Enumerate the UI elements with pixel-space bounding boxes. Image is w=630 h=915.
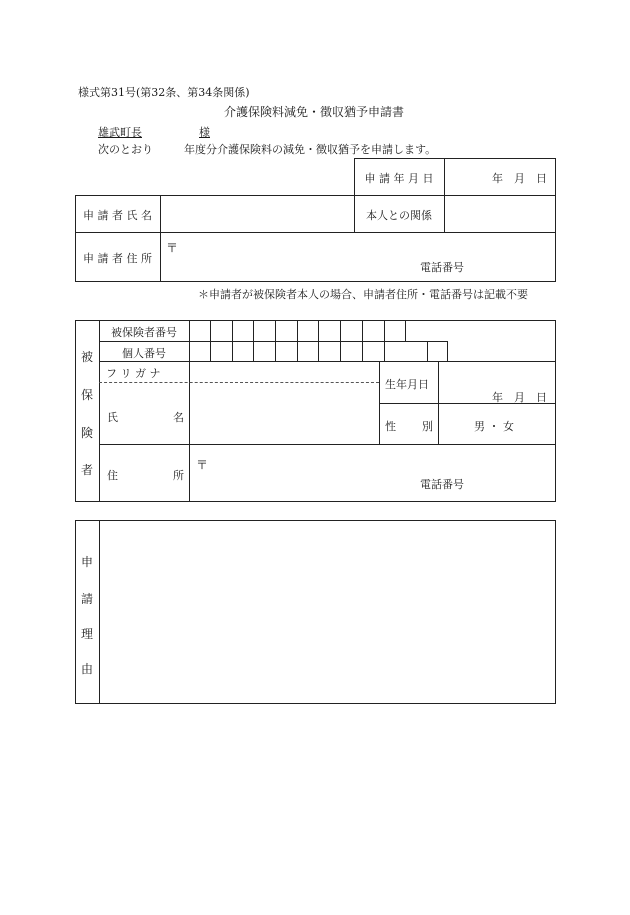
furigana-field[interactable] (191, 363, 377, 381)
birth-date-field[interactable]: 年 月 日 (492, 391, 547, 404)
personal-number-field[interactable] (191, 343, 447, 360)
insured-phone-label: 電話番号 (420, 478, 464, 491)
sex-option-field[interactable]: 男 ・ 女 (474, 420, 514, 433)
insured-name-label-1: 氏 (107, 411, 118, 424)
insured-name-label-2: 名 (173, 411, 184, 424)
relation-label: 本人との関係 (366, 209, 432, 222)
reason-side-char-3: 理 (81, 627, 94, 641)
insured-side-char-2: 保 (81, 388, 94, 402)
insured-address-field[interactable] (191, 446, 554, 500)
insured-address-label-1: 住 (107, 469, 118, 482)
intro-text-b: 年度分介護保険料の減免・徴収猶予を申請します。 (184, 143, 437, 156)
birth-date-label: 生年月日 (385, 378, 429, 391)
insured-postal-mark: 〒 (196, 458, 209, 472)
sex-label-1: 性 (385, 420, 396, 433)
intro-text-a: 次のとおり (98, 143, 153, 156)
applicant-note: ＊申請者が被保険者本人の場合、申請者住所・電話番号は記載不要 (198, 288, 528, 301)
relation-field[interactable] (446, 197, 554, 231)
form-number: 様式第31号(第32条、第34条関係) (78, 86, 250, 99)
applicant-name-label: 申 請 者 氏 名 (83, 209, 152, 222)
addressee-honorific: 様 (199, 126, 210, 139)
insured-side-char-3: 険 (81, 426, 94, 440)
reason-side-char-2: 請 (81, 592, 94, 606)
reason-side-char-1: 申 (81, 555, 94, 569)
insured-number-field[interactable] (191, 322, 405, 340)
insured-name-field[interactable] (191, 385, 377, 442)
addressee-town: 雄武町長 (98, 126, 142, 139)
applicant-address-field[interactable] (162, 234, 554, 280)
application-date-label: 申 請 年 月 日 (364, 172, 434, 185)
insured-number-label: 被保険者番号 (111, 326, 177, 339)
applicant-name-field[interactable] (162, 197, 352, 231)
sex-label-2: 別 (422, 420, 433, 433)
insured-address-label-2: 所 (173, 469, 184, 482)
applicant-address-label: 申 請 者 住 所 (83, 252, 152, 265)
application-date-field[interactable]: 年 月 日 (492, 172, 547, 185)
insured-side-char-1: 被 (81, 350, 94, 364)
reason-field[interactable] (101, 522, 554, 702)
personal-number-label: 個人番号 (122, 347, 166, 360)
document-title: 介護保険料減免・徴収猶予申請書 (224, 105, 405, 119)
applicant-postal-mark: 〒 (166, 241, 179, 255)
applicant-phone-label: 電話番号 (420, 261, 464, 274)
furigana-label: フ リ ガ ナ (106, 367, 161, 380)
insured-side-char-4: 者 (81, 463, 94, 477)
reason-side-char-4: 由 (81, 662, 94, 676)
